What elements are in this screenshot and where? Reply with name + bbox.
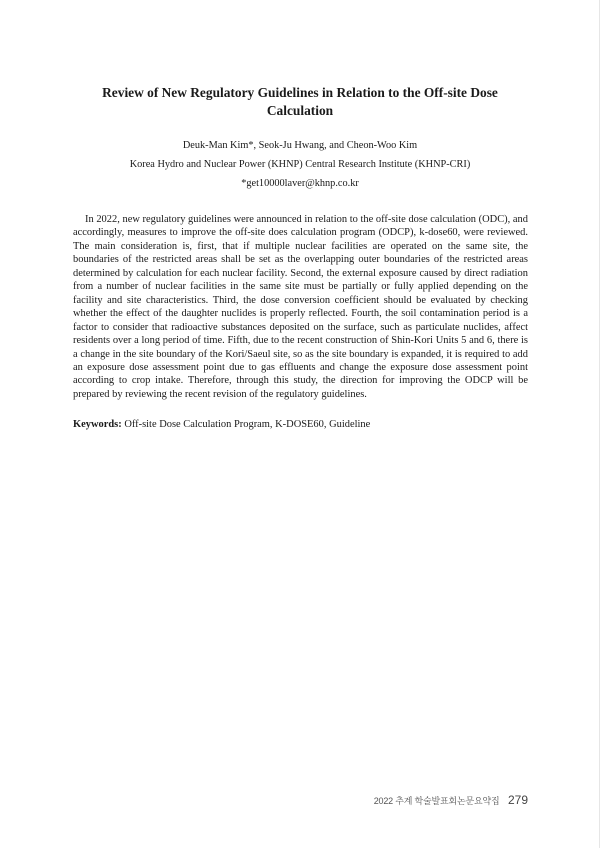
affiliation: Korea Hydro and Nuclear Power (KHNP) Central Research Institute (KHNP-CRI) — [129, 159, 471, 170]
keywords-label: Keywords: — [73, 419, 122, 430]
keywords-line — [73, 418, 528, 431]
author-list: Deuk-Man Kim*, Seok-Ju Hwang, and Cheon-Woo Kim — [182, 140, 418, 151]
page-number: 279 — [507, 793, 528, 807]
paper-title: Review of New Regulatory Guidelines in Relation to the Off-site Dose Calculation — [102, 85, 498, 118]
proceedings-title: 2022 추계 학술발표회논문요약집 — [373, 796, 500, 806]
keywords-text: Off-site Dose Calculation Program, K-DOSE60, Guideline — [124, 419, 371, 430]
abstract-body: In 2022, new regulatory guidelines were announced in relation to the off-site dose calculation (ODC), and accordingly, measures to improve the off-site does calculation program (ODCP), k-dose60, were reviewed. The main consideration is, first, that if multiple nuclear facilities are operated on the same site, the boundaries of the restricted areas shall be set as the overlapping outer boundaries of the restricted areas determined by calculation for each nuclear facility. Second, the external exposure caused by direct radiation from a number of nuclear facilities in the same site must be partially or fully applied depending on the facility and site characteristics. Third, the dose conversion coefficient should be evaluated by checking whether the effect of the daughter nuclides is properly reflected. Fourth, the soil contamination period is a factor to consider that radioactive substances deposited on the surface, such as particulate nuclides, affect residents over a long period of time. Fifth, due to the recent construction of Shin-Kori Units 5 and 6, there is a change in the site boundary of the Kori/Saeul site, so as the site boundary is expanded, it is required to add an exposure dose assessment point due to gas effluents and change the exposure dose assessment point according to crop intake. Therefore, through this study, the direction for improving the ODCP will be prepared by reviewing the recent revision of the regulatory guidelines. — [73, 214, 528, 400]
page-footer — [374, 791, 528, 809]
corresponding-email: *get10000laver@khnp.co.kr — [241, 178, 359, 189]
